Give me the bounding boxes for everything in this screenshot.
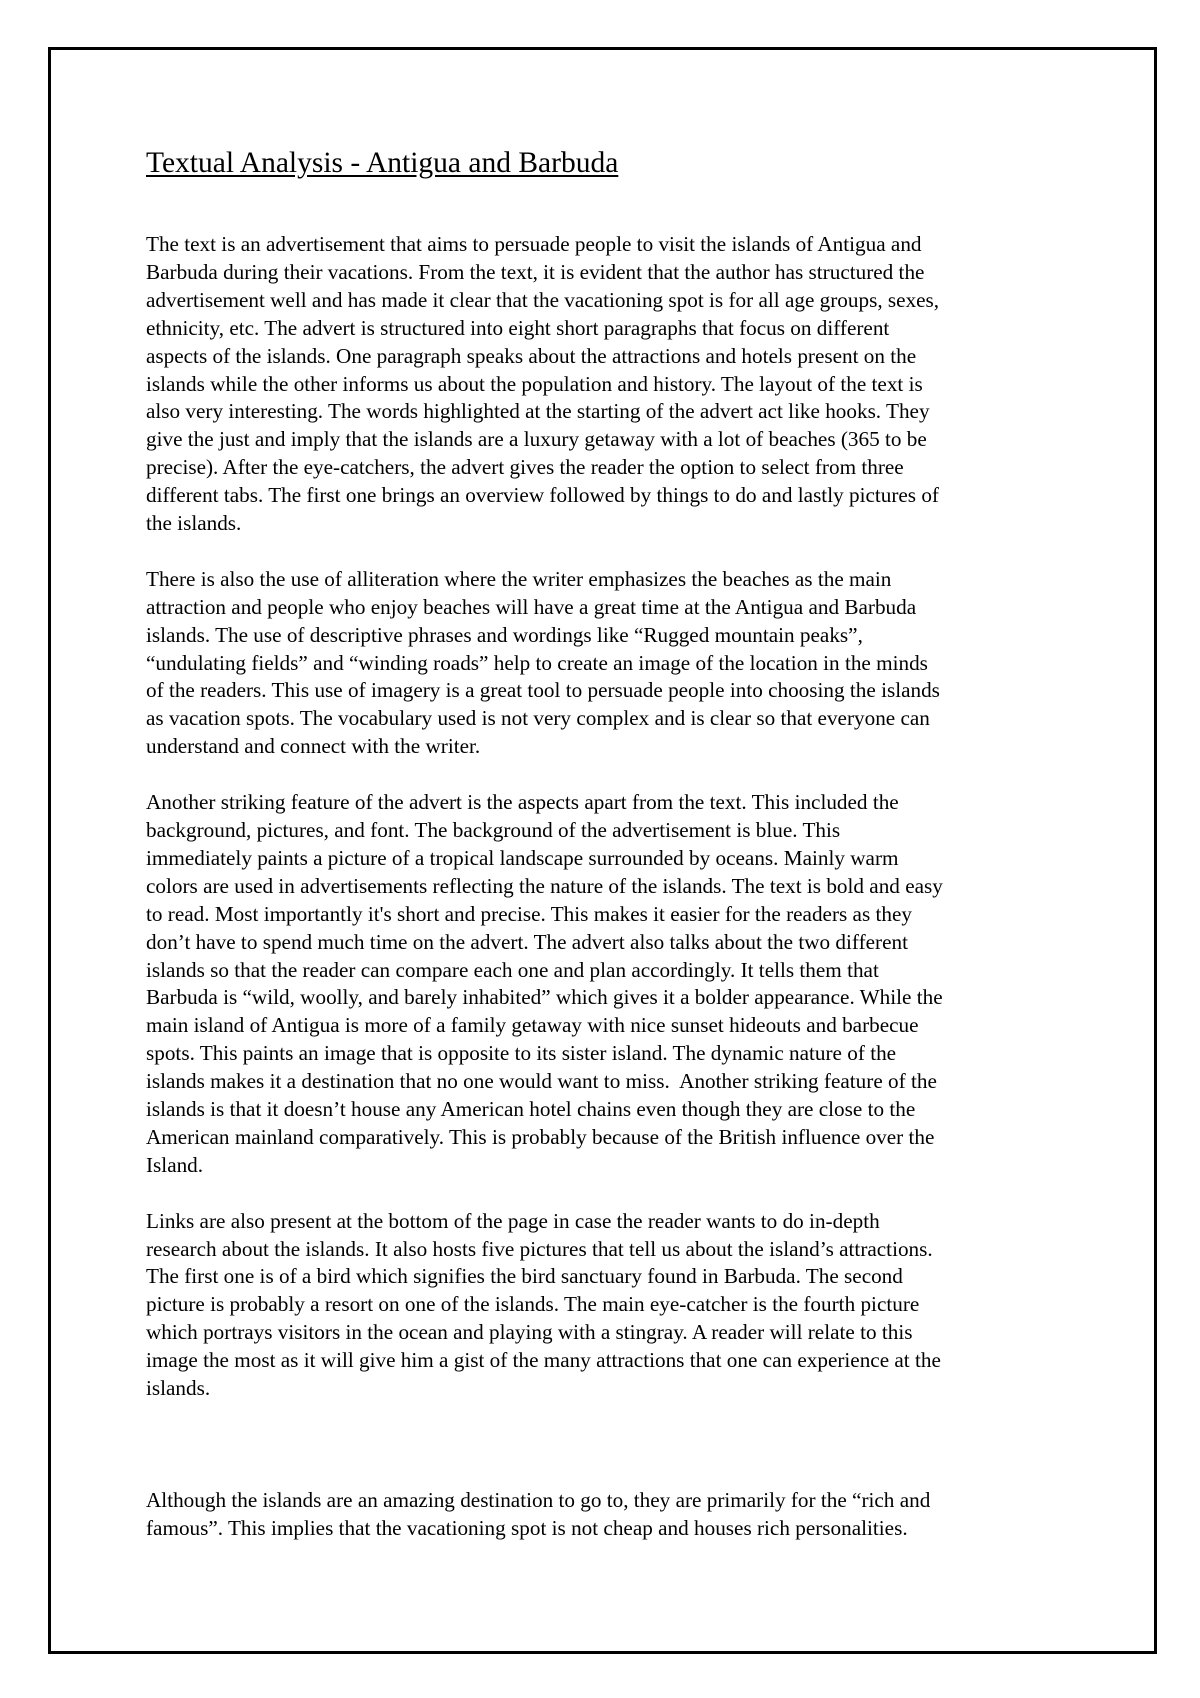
paragraph-line: background, pictures, and font. The background of the advertisement is blue. This <box>146 818 841 842</box>
paragraph-visual-aspects <box>146 789 1076 1180</box>
paragraph-line: Although the islands are an amazing destination to go to, they are primarily for the “rich and <box>146 1487 931 1512</box>
paragraph-spacer <box>146 1180 1076 1208</box>
paragraph-line: image the most as it will give him a gist of the many attractions that one can experience at the <box>146 1348 941 1373</box>
paragraph-line: islands. <box>146 1376 211 1401</box>
paragraph-line: don’t have to spend much time on the advert. The advert also talks about the two different <box>146 929 908 954</box>
paragraph-line: famous”. This implies that the vacationing spot is not cheap and houses rich personalities. <box>146 1515 908 1540</box>
paragraph-line: spots. This paints an image that is opposite to its sister island. The dynamic nature of the <box>146 1041 897 1066</box>
paragraph-line: the islands. <box>146 511 242 536</box>
paragraph-line: islands so that the reader can compare each one and plan accordingly. It tells them that <box>146 957 879 982</box>
paragraph-alliteration <box>146 566 1076 761</box>
paragraph-line: give the just and imply that the islands are a luxury getaway with a lot of beaches (365 to be <box>146 427 927 452</box>
paragraph-line: advertisement well and has made it clear that the vacationing spot is for all age groups, sexes, <box>146 287 940 312</box>
paragraph-line: to read. Most importantly it's short and precise. This makes it easier for the readers as they <box>146 901 912 926</box>
paragraph-spacer <box>146 761 1076 789</box>
paragraph-line: ethnicity, etc. The advert is structured into eight short paragraphs that focus on different <box>146 315 890 340</box>
paragraph-line: different tabs. The first one brings an overview followed by things to do and lastly pictures of <box>146 483 939 508</box>
paragraph-line: Island. <box>146 1152 204 1177</box>
paragraph-line: understand and connect with the writer. <box>146 734 481 759</box>
paragraph-line: aspects of the islands. One paragraph speaks about the attractions and hotels present on the <box>146 343 917 368</box>
paragraph-links-pictures <box>146 1208 1076 1403</box>
paragraph-line: immediately paints a picture of a tropical landscape surrounded by oceans. Mainly warm <box>146 845 899 870</box>
paragraph-spacer <box>146 1403 1076 1487</box>
paragraph-line: attraction and people who enjoy beaches will have a great time at the Antigua and Barbuda <box>146 594 917 619</box>
paragraph-line: American mainland comparatively. This is probably because of the British influence over the <box>146 1124 935 1149</box>
paragraph-line: Barbuda during their vacations. From the text, it is evident that the author has structured the <box>146 259 925 284</box>
document-body <box>146 143 1076 1543</box>
paragraph-line: islands while the other informs us about the population and history. The layout of the text is <box>146 371 923 396</box>
paragraph-line: The first one is of a bird which signifies the bird sanctuary found in Barbuda. The second <box>146 1264 903 1289</box>
paragraph-line: main island of Antigua is more of a family getaway with nice sunset hideouts and barbecue <box>146 1013 919 1038</box>
paragraph-line: islands makes it a destination that no one would want to miss. Another striking feature of the <box>146 1069 937 1094</box>
paragraph-line: “undulating fields” and “winding roads” help to create an image of the location in the minds <box>146 650 928 675</box>
paragraph-line: Links are also present at the bottom of the page in case the reader wants to do in-depth <box>146 1208 880 1233</box>
paragraph-spacer <box>146 538 1076 566</box>
paragraph-line: colors are used in advertisements reflecting the nature of the islands. The text is bold and easy <box>146 873 943 898</box>
paragraph-conclusion <box>146 1487 1076 1543</box>
paragraph-purpose <box>146 231 1076 538</box>
paragraph-line: research about the islands. It also hosts five pictures that tell us about the island’s attractions. <box>146 1236 933 1261</box>
paragraph-line: Barbuda is “wild, woolly, and barely inhabited” which gives it a bolder appearance. While the <box>146 985 943 1010</box>
paragraph-line: precise). After the eye-catchers, the advert gives the reader the option to select from three <box>146 455 904 480</box>
paragraph-line: of the readers. This use of imagery is a great tool to persuade people into choosing the islands <box>146 678 940 703</box>
paragraph-line: also very interesting. The words highlighted at the starting of the advert act like hooks. They <box>146 399 930 424</box>
paragraph-line: Another striking feature of the advert is the aspects apart from the text. This included the <box>146 790 899 815</box>
paragraph-line: There is also the use of alliteration where the writer emphasizes the beaches as the main <box>146 566 892 591</box>
paragraph-line: picture is probably a resort on one of the islands. The main eye-catcher is the fourth picture <box>146 1292 920 1317</box>
paragraph-line: The text is an advertisement that aims to persuade people to visit the islands of Antigua and <box>146 232 922 256</box>
document-title: Textual Analysis - Antigua and Barbuda <box>146 147 619 179</box>
paragraph-line: as vacation spots. The vocabulary used is not very complex and is clear so that everyone can <box>146 706 930 731</box>
paragraph-line: which portrays visitors in the ocean and playing with a stingray. A reader will relate to this <box>146 1320 913 1345</box>
paragraph-line: islands is that it doesn’t house any American hotel chains even though they are close to the <box>146 1097 916 1122</box>
paragraph-line: islands. The use of descriptive phrases and wordings like “Rugged mountain peaks”, <box>146 622 863 647</box>
